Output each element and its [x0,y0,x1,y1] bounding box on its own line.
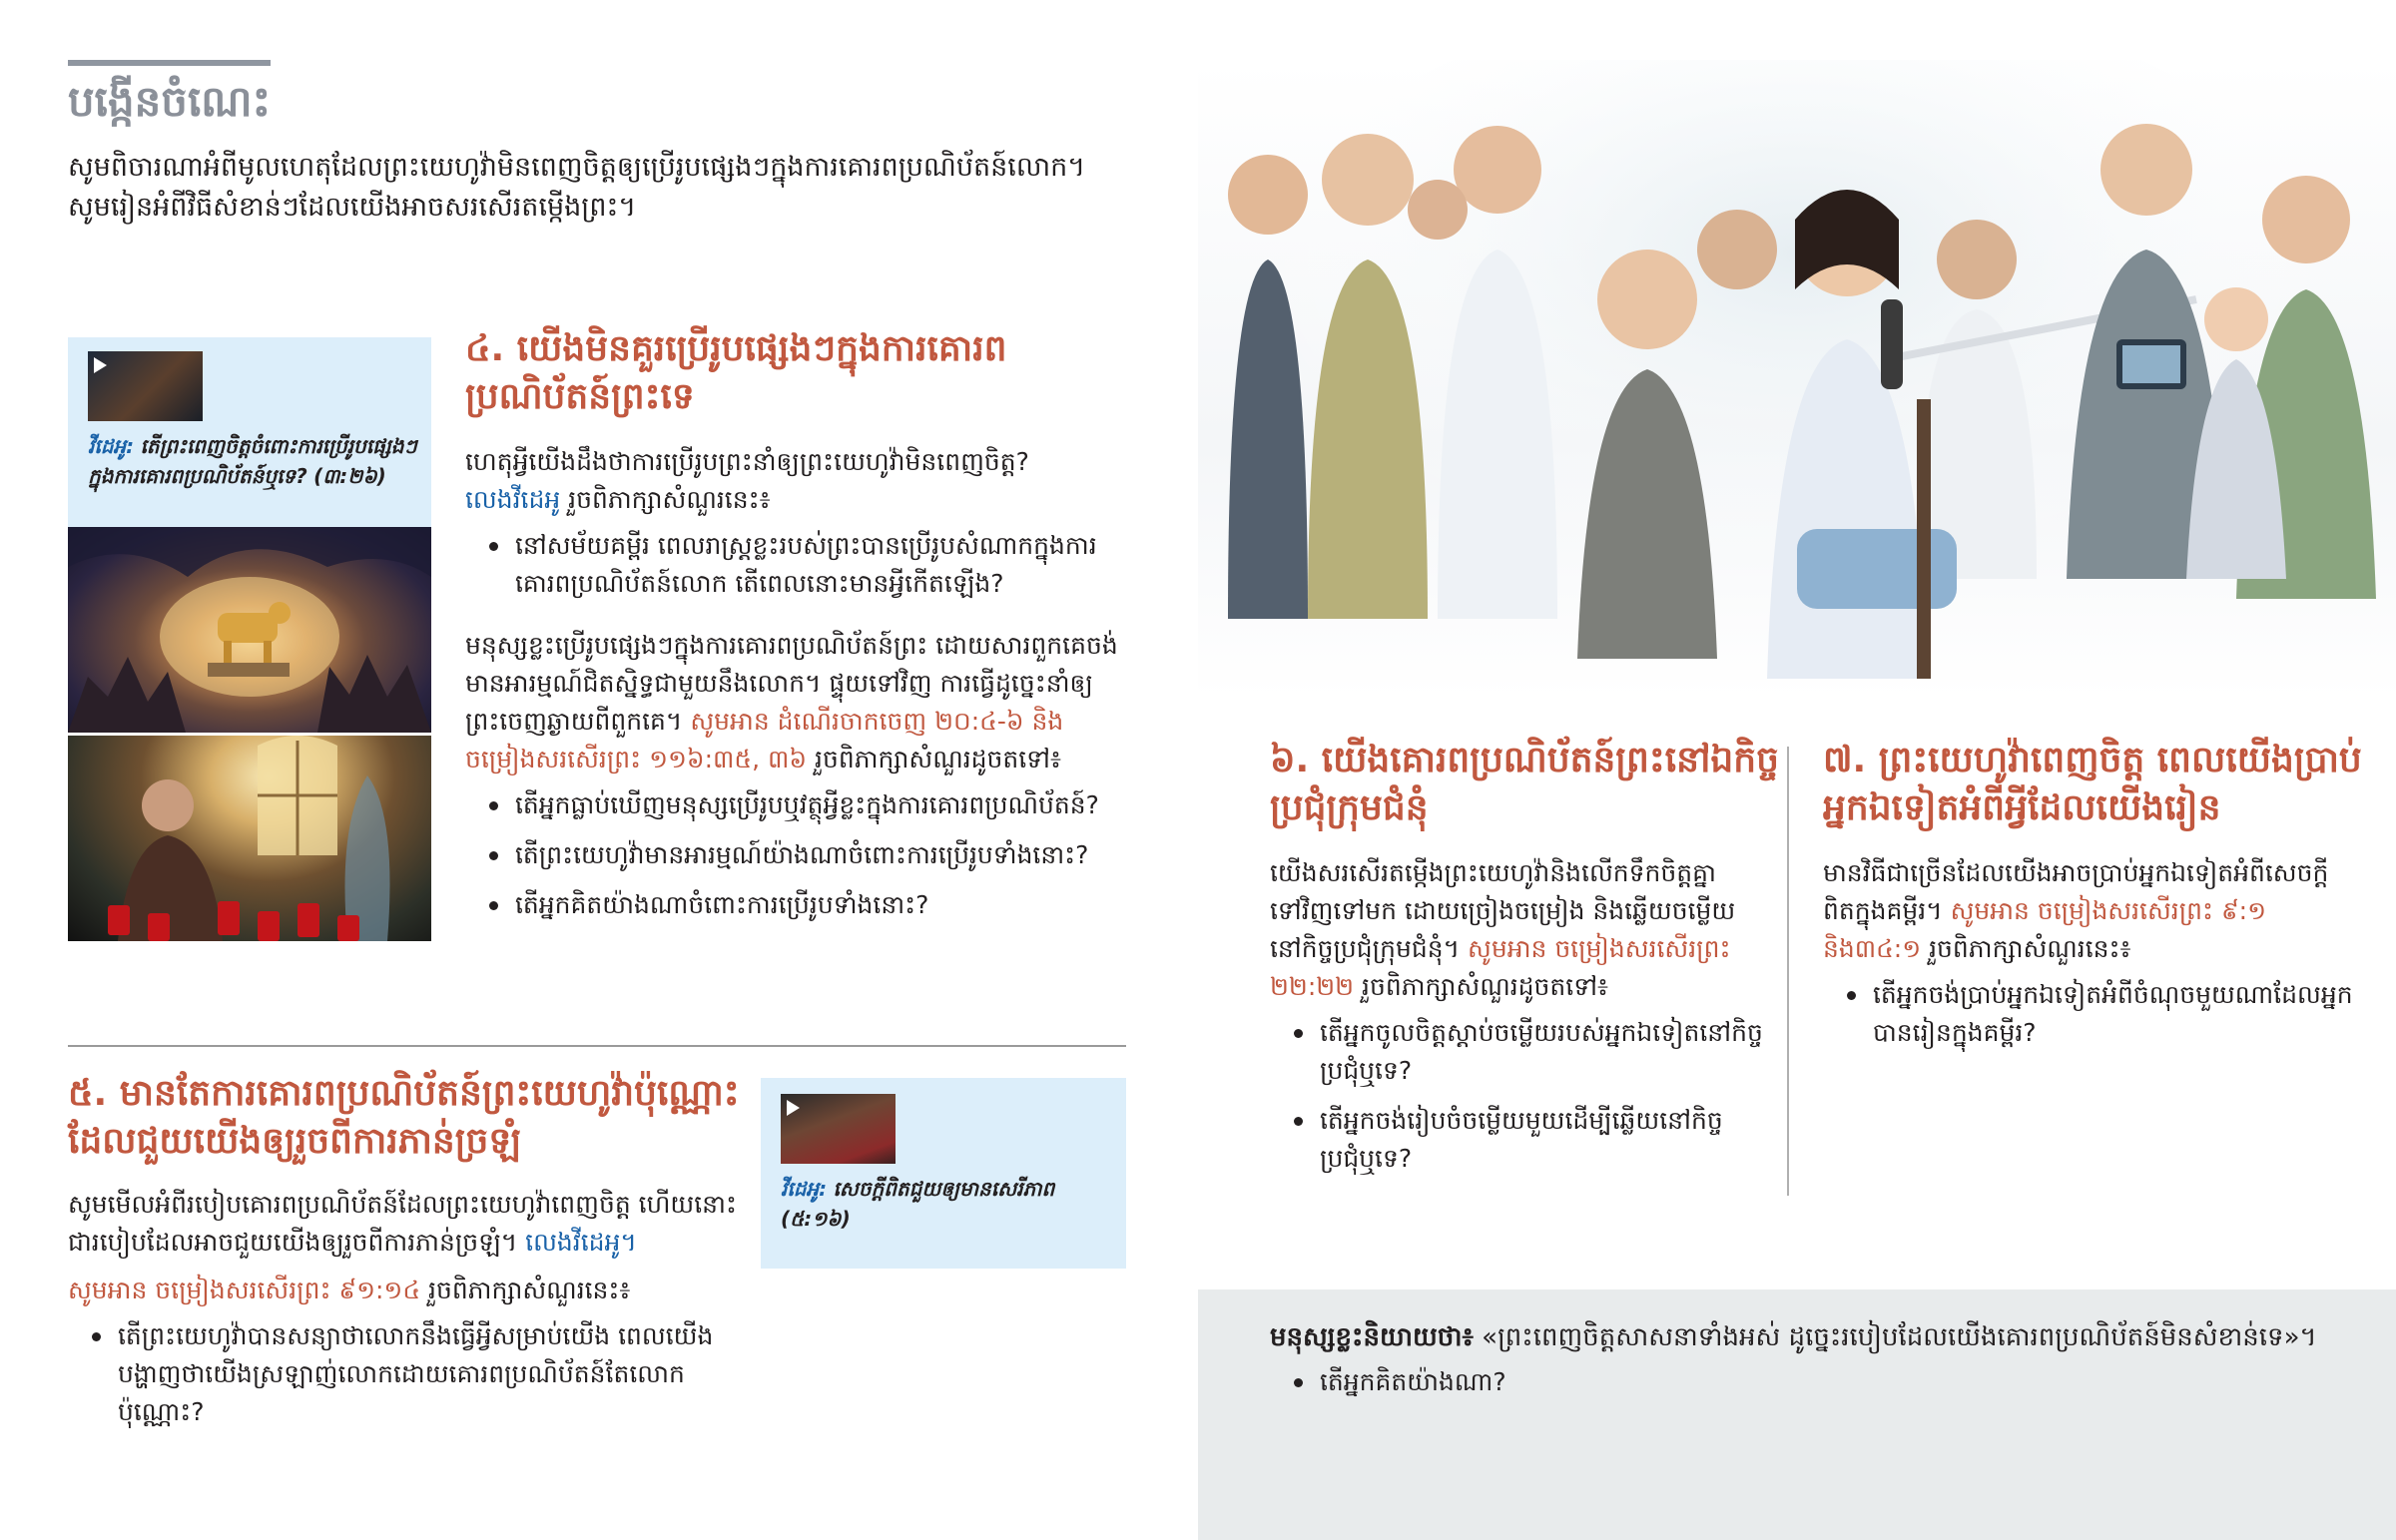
video-label: វីដេអូ: [781,1177,828,1201]
read-prefix: សូមអាន [1468,934,1555,963]
list-item: តើអ្នកធ្លាប់ឃើញមនុស្សប្រើរូបឬវត្ថុអ្វីខ្លះក្នុងការគោរពប្រណិប័តន៍? [465,786,1124,824]
column-divider [1787,747,1789,1196]
video-title: សេចក្ដីពិតជួយឲ្យមានសេរីភាព [833,1177,1055,1201]
section-7-bullets [1823,976,2362,1064]
list-item: តើព្រះយេហូវ៉ាបានសន្យាថាលោកនឹងធ្វើអ្វីសម្រាប់យើង ពេលយើងបង្ហាញថាយើងស្រឡាញ់លោកដោយគោរពប្រណិប័តន៍តែលោកប៉ុណ្ណោះ? [68,1317,757,1431]
video-thumbnail-2[interactable] [781,1094,896,1164]
play-icon [94,357,107,373]
congregation-scene [1198,60,2396,699]
candle-church-scene [68,736,431,941]
section-5-heading: ៥. មានតែការគោរពប្រណិប័តន៍ព្រះយេហូវ៉ាប៉ុណ្ណោះដែលជួយយើងឲ្យរួចពីការភាន់ច្រឡំ [68,1073,740,1162]
read-tail: រួចពិភាក្សាសំណួរដូចតទៅ៖ [1354,972,1609,1001]
video-caption-2[interactable] [781,1174,1110,1234]
some-say-text: «ព្រះពេញចិត្តសាសនាទាំងអស់ ដូច្នេះរបៀបដែលយើងគោរពប្រណិប័តន៍មិនសំខាន់ទេ»។ [1473,1322,2317,1352]
section-7-paragraph [1823,854,2352,968]
video-title: តើព្រះពេញចិត្តចំពោះការប្រើរូបផ្សេងៗក្នុងការគោរពប្រណិប័តន៍ឬទេ? [88,434,417,488]
golden-calf-scene [68,527,431,733]
section-6-paragraph [1270,854,1759,1006]
section-6-para-text: យើងសរសើរតម្កើងព្រះយេហូវ៉ានិងលើកទឹកចិត្តគ្នាទៅវិញទៅមក ដោយច្រៀងចម្រៀង និងឆ្លើយចម្លើយនៅកិច្ចប្រជុំក្រុមជំនុំ។ [1270,858,1736,963]
some-say-bullets [1270,1363,1869,1413]
section-4-para-text: មនុស្សខ្លះប្រើរូបផ្សេងៗក្នុងការគោរពប្រណិប័តន៍ព្រះ ដោយសារពួកគេចង់មានអារម្មណ៍ជិតស្និទ្ធជាមួយនឹងលោក។ ផ្ទុយទៅវិញ ការធ្វើដូច្នេះនាំឲ្យព្រះចេញឆ្ងាយពីពួកគេ។ [465,631,1118,736]
section-6-heading: ៦. យើងគោរពប្រណិប័តន៍ព្រះនៅឯកិច្ចប្រជុំក្រុមជំនុំ [1270,740,1779,828]
section-4-paragraph [465,627,1124,778]
section-5-read-line [68,1272,737,1309]
section-6-bullets [1270,1014,1769,1190]
section-title-rule [68,60,271,66]
play-video-link[interactable]: លេងវីដេអូ។ [525,1228,637,1257]
list-item: តើអ្នកគិតយ៉ាងណាចំពោះការប្រើរូបទាំងនោះ? [465,886,1124,924]
section-5-para-text: សូមមើលអំពីរបៀបគោរពប្រណិប័តន៍ដែលព្រះយេហូវ៉ាពេញចិត្ត ហើយនោះជារបៀបដែលអាចជួយយើងឲ្យរួចពីការភាន់ច្រឡំ។ [68,1190,737,1257]
read-prefix: សូមអាន [690,707,778,736]
intro-line-2: សូមរៀនអំពីវិធីសំខាន់ៗដែលយើងអាចសរសើរតម្កើងព្រះ។ [68,192,637,223]
read-tail: រួចពិភាក្សាសំណួរនេះ៖ [420,1276,631,1304]
intro-line-1: សូមពិចារណាអំពីមូលហេតុដែលព្រះយេហូវ៉ាមិនពេញចិត្តឲ្យប្រើរូបផ្សេងៗក្នុងការគោរពប្រណិប័តន៍លោក។ [68,152,1086,183]
scripture-link[interactable]: ចម្រៀងសរសើរព្រះ ២២:២២ [1270,934,1731,1001]
section-4-bullets-1 [465,527,1124,615]
read-tail: រួចពិភាក្សាសំណួរដូចតទៅ៖ [807,745,1061,773]
some-say-label: មនុស្សខ្លះនិយាយថា៖ [1270,1322,1474,1352]
section-divider [68,1045,1126,1047]
video-duration: (៥:១៦) [781,1207,851,1231]
section-4-question: ហេតុអ្វីយើងដឹងថាការប្រើរូបព្រះនាំឲ្យព្រះយេហូវ៉ាមិនពេញចិត្ត? [465,447,1029,476]
read-tail: រួចពិភាក្សាសំណួរនេះ៖ [1921,934,2131,963]
man-praying-illustration [68,736,431,941]
section-4-video-tail: រួចពិភាក្សាសំណួរនេះ៖ [560,485,771,514]
section-7-heading: ៧. ព្រះយេហូវ៉ាពេញចិត្ត ពេលយើងប្រាប់អ្នកឯទៀតអំពីអ្វីដែលយើងរៀន [1823,740,2362,828]
play-video-link[interactable]: លេងវីដេអូ [465,485,561,514]
section-5-paragraph [68,1186,737,1262]
read-prefix: សូមអាន [68,1276,156,1304]
section-4-heading: ៤. យើងមិនគួរប្រើរូបផ្សេងៗក្នុងការគោរពប្រណិប័តន៍ព្រះទេ [465,328,1007,417]
list-item: តើអ្នកចូលចិត្តស្ដាប់ចម្លើយរបស់អ្នកឯទៀតនៅកិច្ចប្រជុំឬទេ? [1270,1014,1769,1090]
section-5-bullets [68,1317,757,1443]
congregation-meeting-illustration [1198,60,2396,699]
scripture-link[interactable]: ចម្រៀងសរសើរព្រះ ៩១:១៤ [155,1276,421,1304]
read-prefix: សូមអាន [1950,896,2038,925]
list-item: តើព្រះយេហូវ៉ាមានអារម្មណ៍យ៉ាងណាចំពោះការប្រើរូបទាំងនោះ? [465,836,1124,874]
golden-calf-illustration [68,527,431,733]
play-icon [787,1100,800,1116]
video-duration: (៣:២៦) [313,464,386,488]
some-people-say-quote [1270,1317,2368,1357]
video-thumbnail-1[interactable] [88,351,203,421]
list-item: តើអ្នកចង់រៀបចំចម្លើយមួយដើម្បីឆ្លើយនៅកិច្ចប្រជុំឬទេ? [1270,1102,1769,1178]
section-4-video-line [465,481,1124,519]
list-item: នៅសម័យគម្ពីរ ពេលរាស្ត្រខ្លះរបស់ព្រះបានប្រើរូបសំណាកក្នុងការគោរពប្រណិប័តន៍លោក តើពេលនោះមានអ្វីកើតឡើង? [465,527,1124,603]
list-item: តើអ្នកគិតយ៉ាងណា? [1270,1363,1869,1401]
section-7-para-text: មានវិធីជាច្រើនដែលយើងអាចប្រាប់អ្នកឯទៀតអំពីសេចក្ដីពិតក្នុងគម្ពីរ។ [1823,858,2329,925]
intro-text [68,148,1146,228]
video-caption-1[interactable] [88,431,417,491]
scripture-link[interactable]: ដំណើរចាកចេញ ២០:៤-៦ និងចម្រៀងសរសើរព្រះ ១១៦:៣៥, ៣៦ [465,707,1064,773]
section-4-bullets-2 [465,786,1124,936]
video-label: វីដេអូ: [88,434,135,458]
scripture-link[interactable]: ចម្រៀងសរសើរព្រះ ៩:១ និង៣៤:១ [1823,896,2267,963]
list-item: តើអ្នកចង់ប្រាប់អ្នកឯទៀតអំពីចំណុចមួយណាដែលអ្នកបានរៀនក្នុងគម្ពីរ? [1823,976,2362,1052]
page-title: បង្កើនចំណេះ [68,77,272,126]
